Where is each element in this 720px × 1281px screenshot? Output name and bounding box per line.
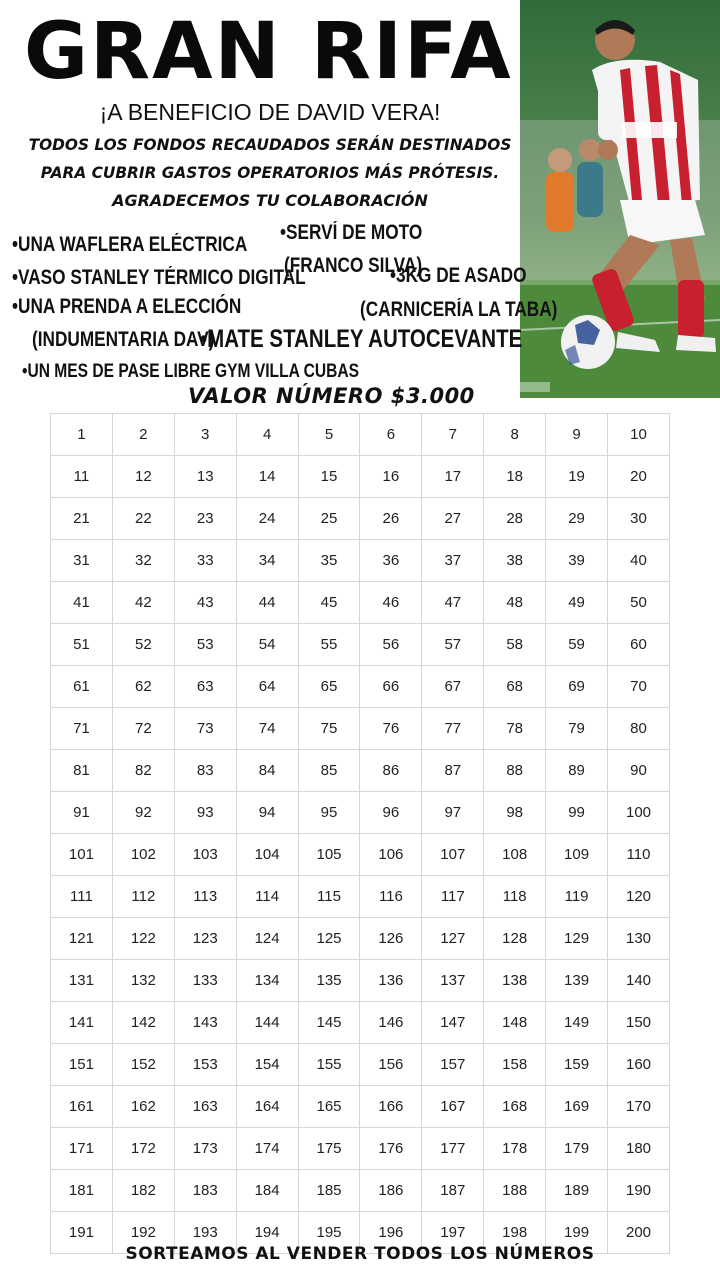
raffle-number-cell[interactable]: 193: [174, 1212, 236, 1254]
raffle-number-cell[interactable]: 1: [51, 414, 113, 456]
raffle-number-cell[interactable]: 164: [236, 1086, 298, 1128]
raffle-number-cell[interactable]: 197: [422, 1212, 484, 1254]
grid-row: [51, 582, 670, 624]
raffle-number-cell[interactable]: 15: [298, 456, 360, 498]
raffle-number-cell[interactable]: 102: [112, 834, 174, 876]
raffle-number-cell[interactable]: 11: [51, 456, 113, 498]
raffle-number-cell[interactable]: 147: [422, 1002, 484, 1044]
grid-row: [51, 1086, 670, 1128]
grid-row: [51, 834, 670, 876]
raffle-number-cell[interactable]: 33: [174, 540, 236, 582]
raffle-number-cell[interactable]: 134: [236, 960, 298, 1002]
raffle-number-cell[interactable]: 116: [360, 876, 422, 918]
prize-moto-detail: (FRANCO SILVA): [284, 254, 423, 277]
raffle-number-cell[interactable]: 127: [422, 918, 484, 960]
grid-row: [51, 918, 670, 960]
raffle-number-cell[interactable]: 54: [236, 624, 298, 666]
raffle-number-cell[interactable]: 61: [51, 666, 113, 708]
prize-prenda-detail: (INDUMENTARIA DAV): [32, 328, 215, 351]
raffle-number-cell[interactable]: 86: [360, 750, 422, 792]
raffle-number-cell[interactable]: 71: [51, 708, 113, 750]
raffle-number-cell[interactable]: 148: [484, 1002, 546, 1044]
raffle-number-cell[interactable]: 78: [484, 708, 546, 750]
raffle-number-cell[interactable]: 106: [360, 834, 422, 876]
thanks-line: AGRADECEMOS TU COLABORACIÓN: [112, 191, 428, 210]
raffle-number-cell[interactable]: 143: [174, 1002, 236, 1044]
raffle-number-cell[interactable]: 90: [608, 750, 670, 792]
raffle-number-cell[interactable]: 145: [298, 1002, 360, 1044]
raffle-number-cell[interactable]: 80: [608, 708, 670, 750]
raffle-number-cell[interactable]: 165: [298, 1086, 360, 1128]
grid-row: [51, 750, 670, 792]
raffle-number-cell[interactable]: 137: [422, 960, 484, 1002]
raffle-number-cell[interactable]: 16: [360, 456, 422, 498]
raffle-number-cell[interactable]: 17: [422, 456, 484, 498]
raffle-number-cell[interactable]: 115: [298, 876, 360, 918]
raffle-number-cell[interactable]: 187: [422, 1170, 484, 1212]
raffle-number-cell[interactable]: 76: [360, 708, 422, 750]
raffle-number-cell[interactable]: 101: [51, 834, 113, 876]
raffle-number-cell[interactable]: 2: [112, 414, 174, 456]
raffle-number-cell[interactable]: 122: [112, 918, 174, 960]
raffle-number-cell[interactable]: 110: [608, 834, 670, 876]
raffle-number-cell[interactable]: 199: [546, 1212, 608, 1254]
draw-notice: SORTEAMOS AL VENDER TODOS LOS NÚMEROS: [125, 1244, 595, 1264]
raffle-number-cell[interactable]: 161: [51, 1086, 113, 1128]
raffle-number-cell[interactable]: 180: [608, 1128, 670, 1170]
raffle-number-cell[interactable]: 96: [360, 792, 422, 834]
raffle-number-cell[interactable]: 163: [174, 1086, 236, 1128]
raffle-number-cell[interactable]: 95: [298, 792, 360, 834]
raffle-number-cell[interactable]: 77: [422, 708, 484, 750]
raffle-number-cell[interactable]: 104: [236, 834, 298, 876]
raffle-number-cell[interactable]: 50: [608, 582, 670, 624]
raffle-number-cell[interactable]: 195: [298, 1212, 360, 1254]
raffle-number-cell[interactable]: 44: [236, 582, 298, 624]
raffle-number-cell[interactable]: 72: [112, 708, 174, 750]
raffle-number-cell[interactable]: 30: [608, 498, 670, 540]
prize-moto: •SERVÍ DE MOTO: [280, 221, 423, 244]
raffle-number-cell[interactable]: 177: [422, 1128, 484, 1170]
raffle-number-cell[interactable]: 64: [236, 666, 298, 708]
raffle-number-cell[interactable]: 67: [422, 666, 484, 708]
raffle-number-cell[interactable]: 6: [360, 414, 422, 456]
raffle-number-cell[interactable]: 55: [298, 624, 360, 666]
raffle-number-cell[interactable]: 155: [298, 1044, 360, 1086]
raffle-number-cell[interactable]: 52: [112, 624, 174, 666]
raffle-number-cell[interactable]: 171: [51, 1128, 113, 1170]
grid-row: [51, 1002, 670, 1044]
raffle-number-cell[interactable]: 100: [608, 792, 670, 834]
raffle-number-cell[interactable]: 123: [174, 918, 236, 960]
prize-gym: •UN MES DE PASE LIBRE GYM VILLA CUBAS: [22, 361, 359, 382]
grid-row: [51, 456, 670, 498]
grid-row: [51, 792, 670, 834]
raffle-number-cell[interactable]: 188: [484, 1170, 546, 1212]
raffle-number-cell[interactable]: 81: [51, 750, 113, 792]
raffle-number-cell[interactable]: 179: [546, 1128, 608, 1170]
raffle-number-cell[interactable]: 43: [174, 582, 236, 624]
raffle-number-cell[interactable]: 112: [112, 876, 174, 918]
raffle-number-cell[interactable]: 87: [422, 750, 484, 792]
raffle-number-cell[interactable]: 152: [112, 1044, 174, 1086]
raffle-number-cell[interactable]: 150: [608, 1002, 670, 1044]
prize-vaso: •VASO STANLEY TÉRMICO DIGITAL: [12, 266, 306, 289]
raffle-number-cell[interactable]: 105: [298, 834, 360, 876]
grid-row: [51, 960, 670, 1002]
raffle-number-cell[interactable]: 69: [546, 666, 608, 708]
raffle-number-cell[interactable]: 169: [546, 1086, 608, 1128]
raffle-number-cell[interactable]: 79: [546, 708, 608, 750]
raffle-number-cell[interactable]: 56: [360, 624, 422, 666]
raffle-number-cell[interactable]: 27: [422, 498, 484, 540]
raffle-number-cell[interactable]: 142: [112, 1002, 174, 1044]
raffle-number-cell[interactable]: 166: [360, 1086, 422, 1128]
raffle-number-cell[interactable]: 99: [546, 792, 608, 834]
raffle-number-cell[interactable]: 20: [608, 456, 670, 498]
prize-waflera: •UNA WAFLERA ELÉCTRICA: [12, 233, 248, 256]
raffle-number-cell[interactable]: 132: [112, 960, 174, 1002]
raffle-number-cell[interactable]: 121: [51, 918, 113, 960]
prize-prenda: •UNA PRENDA A ELECCIÓN: [12, 295, 242, 318]
raffle-number-cell[interactable]: 13: [174, 456, 236, 498]
grid-row: [51, 1044, 670, 1086]
raffle-number-cell[interactable]: 111: [51, 876, 113, 918]
raffle-number-cell[interactable]: 41: [51, 582, 113, 624]
raffle-number-cell[interactable]: 37: [422, 540, 484, 582]
raffle-number-cell[interactable]: 85: [298, 750, 360, 792]
raffle-number-cell[interactable]: 185: [298, 1170, 360, 1212]
raffle-number-cell[interactable]: 184: [236, 1170, 298, 1212]
raffle-number-cell[interactable]: 18: [484, 456, 546, 498]
raffle-number-cell[interactable]: 53: [174, 624, 236, 666]
raffle-number-cell[interactable]: 200: [608, 1212, 670, 1254]
raffle-number-cell[interactable]: 47: [422, 582, 484, 624]
raffle-number-cell[interactable]: 113: [174, 876, 236, 918]
raffle-number-cell[interactable]: 173: [174, 1128, 236, 1170]
raffle-number-cell[interactable]: 128: [484, 918, 546, 960]
raffle-number-cell[interactable]: 46: [360, 582, 422, 624]
raffle-number-cell[interactable]: 120: [608, 876, 670, 918]
raffle-number-cell[interactable]: 82: [112, 750, 174, 792]
raffle-number-cell[interactable]: 130: [608, 918, 670, 960]
raffle-number-cell[interactable]: 160: [608, 1044, 670, 1086]
raffle-number-cell[interactable]: 158: [484, 1044, 546, 1086]
raffle-number-cell[interactable]: 131: [51, 960, 113, 1002]
raffle-number-cell[interactable]: 57: [422, 624, 484, 666]
raffle-number-cell[interactable]: 36: [360, 540, 422, 582]
raffle-number-cell[interactable]: 5: [298, 414, 360, 456]
raffle-number-cell[interactable]: 168: [484, 1086, 546, 1128]
raffle-number-cell[interactable]: 170: [608, 1086, 670, 1128]
raffle-number-cell[interactable]: 141: [51, 1002, 113, 1044]
raffle-number-cell[interactable]: 118: [484, 876, 546, 918]
grid-row: [51, 540, 670, 582]
raffle-number-cell[interactable]: 10: [608, 414, 670, 456]
raffle-number-cell[interactable]: 48: [484, 582, 546, 624]
raffle-number-cell[interactable]: 186: [360, 1170, 422, 1212]
raffle-number-cell[interactable]: 135: [298, 960, 360, 1002]
raffle-number-cell[interactable]: 22: [112, 498, 174, 540]
raffle-number-cell[interactable]: 172: [112, 1128, 174, 1170]
grid-row: [51, 876, 670, 918]
raffle-number-cell[interactable]: 24: [236, 498, 298, 540]
raffle-number-cell[interactable]: 117: [422, 876, 484, 918]
raffle-number-cell[interactable]: 45: [298, 582, 360, 624]
raffle-number-cell[interactable]: 140: [608, 960, 670, 1002]
raffle-number-cell[interactable]: 190: [608, 1170, 670, 1212]
raffle-title: GRAN RIFA: [24, 7, 513, 97]
raffle-number-cell[interactable]: 58: [484, 624, 546, 666]
raffle-number-cell[interactable]: 129: [546, 918, 608, 960]
raffle-number-cell[interactable]: 107: [422, 834, 484, 876]
raffle-number-cell[interactable]: 176: [360, 1128, 422, 1170]
raffle-number-cell[interactable]: 14: [236, 456, 298, 498]
raffle-number-cell[interactable]: 84: [236, 750, 298, 792]
grid-row: [51, 414, 670, 456]
raffle-number-cell[interactable]: 146: [360, 1002, 422, 1044]
raffle-number-cell[interactable]: 40: [608, 540, 670, 582]
raffle-number-cell[interactable]: 66: [360, 666, 422, 708]
raffle-number-cell[interactable]: 34: [236, 540, 298, 582]
raffle-number-cell[interactable]: 138: [484, 960, 546, 1002]
raffle-number-cell[interactable]: 12: [112, 456, 174, 498]
raffle-number-cell[interactable]: 70: [608, 666, 670, 708]
raffle-number-cell[interactable]: 162: [112, 1086, 174, 1128]
raffle-number-cell[interactable]: 9: [546, 414, 608, 456]
raffle-number-cell[interactable]: 88: [484, 750, 546, 792]
raffle-number-cell[interactable]: 189: [546, 1170, 608, 1212]
raffle-number-cell[interactable]: 35: [298, 540, 360, 582]
raffle-number-cell[interactable]: 119: [546, 876, 608, 918]
raffle-number-cell[interactable]: 83: [174, 750, 236, 792]
raffle-number-cell[interactable]: 73: [174, 708, 236, 750]
raffle-number-cell[interactable]: 60: [608, 624, 670, 666]
raffle-number-cell[interactable]: 93: [174, 792, 236, 834]
raffle-number-cell[interactable]: 182: [112, 1170, 174, 1212]
raffle-number-cell[interactable]: 94: [236, 792, 298, 834]
raffle-number-cell[interactable]: 97: [422, 792, 484, 834]
raffle-number-cell[interactable]: 23: [174, 498, 236, 540]
raffle-number-cell[interactable]: 191: [51, 1212, 113, 1254]
raffle-number-cell[interactable]: 39: [546, 540, 608, 582]
raffle-number-cell[interactable]: 49: [546, 582, 608, 624]
raffle-number-cell[interactable]: 75: [298, 708, 360, 750]
raffle-number-cell[interactable]: 63: [174, 666, 236, 708]
raffle-number-cell[interactable]: 91: [51, 792, 113, 834]
raffle-number-cell[interactable]: 59: [546, 624, 608, 666]
raffle-number-cell[interactable]: 192: [112, 1212, 174, 1254]
raffle-number-cell[interactable]: 126: [360, 918, 422, 960]
raffle-number-cell[interactable]: 175: [298, 1128, 360, 1170]
raffle-number-cell[interactable]: 51: [51, 624, 113, 666]
funds-description: [11, 131, 529, 187]
raffle-number-cell[interactable]: 4: [236, 414, 298, 456]
grid-row: [51, 498, 670, 540]
raffle-number-cell[interactable]: 114: [236, 876, 298, 918]
raffle-number-cell[interactable]: 139: [546, 960, 608, 1002]
raffle-number-cell[interactable]: 32: [112, 540, 174, 582]
raffle-number-cell[interactable]: 38: [484, 540, 546, 582]
raffle-number-cell[interactable]: 28: [484, 498, 546, 540]
player-photo: [520, 0, 720, 398]
raffle-number-cell[interactable]: 183: [174, 1170, 236, 1212]
raffle-number-cell[interactable]: 42: [112, 582, 174, 624]
beneficiary-line: ¡A BENEFICIO DE DAVID VERA!: [99, 99, 441, 125]
raffle-number-cell[interactable]: 157: [422, 1044, 484, 1086]
prize-mate: •MATE STANLEY AUTOCEVANTE: [200, 325, 523, 353]
raffle-number-cell[interactable]: 198: [484, 1212, 546, 1254]
grid-row: [51, 624, 670, 666]
raffle-number-cell[interactable]: 133: [174, 960, 236, 1002]
raffle-number-cell[interactable]: 109: [546, 834, 608, 876]
grid-row: [51, 708, 670, 750]
raffle-number-cell[interactable]: 8: [484, 414, 546, 456]
raffle-number-cell[interactable]: 31: [51, 540, 113, 582]
raffle-number-cell[interactable]: 153: [174, 1044, 236, 1086]
raffle-number-cell[interactable]: 3: [174, 414, 236, 456]
raffle-number-cell[interactable]: 181: [51, 1170, 113, 1212]
raffle-number-cell[interactable]: 98: [484, 792, 546, 834]
raffle-number-cell[interactable]: 108: [484, 834, 546, 876]
raffle-number-cell[interactable]: 136: [360, 960, 422, 1002]
raffle-number-cell[interactable]: 25: [298, 498, 360, 540]
raffle-number-cell[interactable]: 151: [51, 1044, 113, 1086]
prize-asado: •3KG DE ASADO: [390, 264, 527, 287]
raffle-number-cell[interactable]: 125: [298, 918, 360, 960]
grid-row: [51, 666, 670, 708]
raffle-number-cell[interactable]: 29: [546, 498, 608, 540]
raffle-number-cell[interactable]: 144: [236, 1002, 298, 1044]
raffle-number-cell[interactable]: 21: [51, 498, 113, 540]
raffle-number-cell[interactable]: 92: [112, 792, 174, 834]
raffle-number-grid: [50, 413, 670, 1254]
raffle-number-cell[interactable]: 167: [422, 1086, 484, 1128]
funds-line-1: TODOS LOS FONDOS RECAUDADOS SERÁN DESTINADOS: [28, 135, 512, 154]
raffle-number-cell[interactable]: 149: [546, 1002, 608, 1044]
raffle-number-cell[interactable]: 154: [236, 1044, 298, 1086]
raffle-number-cell[interactable]: 196: [360, 1212, 422, 1254]
raffle-number-cell[interactable]: 68: [484, 666, 546, 708]
raffle-number-cell[interactable]: 62: [112, 666, 174, 708]
raffle-number-cell[interactable]: 174: [236, 1128, 298, 1170]
raffle-number-cell[interactable]: 178: [484, 1128, 546, 1170]
raffle-number-cell[interactable]: 124: [236, 918, 298, 960]
raffle-number-cell[interactable]: 7: [422, 414, 484, 456]
ticket-price: VALOR NÚMERO $3.000: [188, 384, 475, 408]
raffle-number-cell[interactable]: 159: [546, 1044, 608, 1086]
grid-row: [51, 1170, 670, 1212]
raffle-number-cell[interactable]: 89: [546, 750, 608, 792]
raffle-number-cell[interactable]: 26: [360, 498, 422, 540]
raffle-number-cell[interactable]: 103: [174, 834, 236, 876]
funds-line-2: PARA CUBRIR GASTOS OPERATORIOS MÁS PRÓTESIS.: [40, 163, 500, 182]
raffle-number-cell[interactable]: 65: [298, 666, 360, 708]
raffle-number-cell[interactable]: 194: [236, 1212, 298, 1254]
raffle-number-cell[interactable]: 19: [546, 456, 608, 498]
raffle-number-cell[interactable]: 74: [236, 708, 298, 750]
grid-row: [51, 1128, 670, 1170]
prize-asado-detail: (CARNICERÍA LA TABA): [360, 298, 558, 321]
raffle-number-cell[interactable]: 156: [360, 1044, 422, 1086]
